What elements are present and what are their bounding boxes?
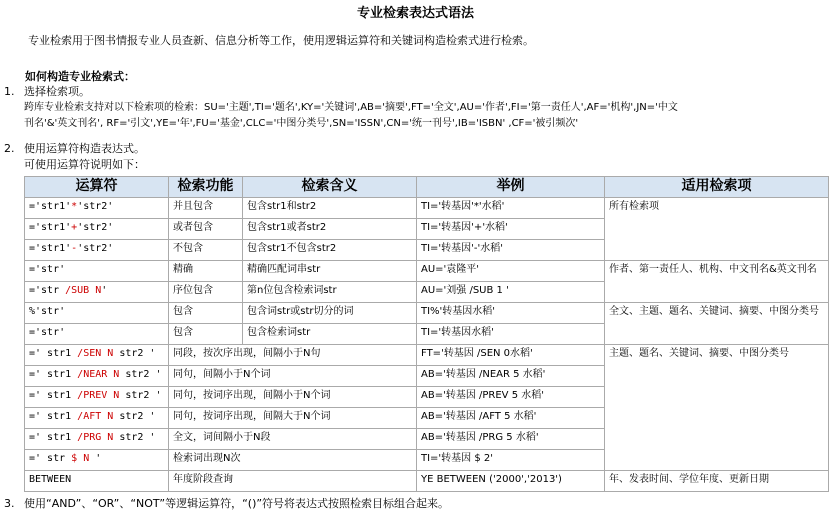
field-list-line-1: 跨库专业检索支持对以下检索项的检索：SU='主题',TI='题名',KY='关键词',AB='摘要',FT='全文',AU='作者',FI='第一责任人',AF='机构',JN='中文 bbox=[24, 102, 678, 113]
function-cell: 同段，按次序出现，间隔小于N句 bbox=[169, 345, 417, 366]
applies-cell: 作者、第一责任人、机构、中文刊名&英文刊名 bbox=[605, 261, 829, 303]
example-cell: TI='转基因 $ 2' bbox=[417, 450, 605, 471]
example-cell: TI%'转基因水稻' bbox=[417, 303, 605, 324]
function-cell: 检索词出现N次 bbox=[169, 450, 417, 471]
operator-cell: ='str' bbox=[25, 324, 169, 345]
step-number: 3. bbox=[4, 497, 15, 510]
howto-heading: 如何构造专业检索式： bbox=[25, 70, 135, 83]
operator-cell: =' str1 /PRG N str2 ' bbox=[25, 429, 169, 450]
meaning-cell: 包含检索词str bbox=[243, 324, 417, 345]
table-row bbox=[25, 303, 829, 324]
meaning-cell: 包含词str或str切分的词 bbox=[243, 303, 417, 324]
function-cell: 不包含 bbox=[169, 240, 243, 261]
header-operator: 运算符 bbox=[25, 177, 169, 198]
table-row bbox=[25, 261, 829, 282]
operator-cell: ='str1'-'str2' bbox=[25, 240, 169, 261]
header-example: 举例 bbox=[417, 177, 605, 198]
example-cell: AB='转基因 /AFT 5 水稻' bbox=[417, 408, 605, 429]
operator-cell: BETWEEN bbox=[25, 471, 169, 492]
function-cell: 并且包含 bbox=[169, 198, 243, 219]
step-text: 选择检索项。 bbox=[24, 85, 90, 98]
example-cell: TI='转基因'-'水稻' bbox=[417, 240, 605, 261]
operator-cell: %'str' bbox=[25, 303, 169, 324]
applies-cell: 年、发表时间、学位年度、更新日期 bbox=[605, 471, 829, 492]
applies-cell: 主题、题名、关键词、摘要、中图分类号 bbox=[605, 345, 829, 471]
field-list-line-2: 刊名'&'英文刊名', RF='引文',YE='年',FU='基金',CLC='中图分类号',SN='ISSN',CN='统一刊号',IB='ISBN' ,CF='被引频次' bbox=[24, 118, 579, 129]
operator-cell: ='str /SUB N' bbox=[25, 282, 169, 303]
step-text: 使用运算符构造表达式。 bbox=[24, 142, 145, 155]
step-number: 2. bbox=[4, 142, 15, 155]
operator-cell: =' str1 /SEN N str2 ' bbox=[25, 345, 169, 366]
applies-cell: 全文、主题、题名、关键词、摘要、中图分类号 bbox=[605, 303, 829, 345]
operator-cell: =' str $ N ' bbox=[25, 450, 169, 471]
operator-cell: =' str1 /AFT N str2 ' bbox=[25, 408, 169, 429]
step-1 bbox=[4, 84, 90, 99]
operator-cell: ='str1'+'str2' bbox=[25, 219, 169, 240]
meaning-cell: 第n位包含检索词str bbox=[243, 282, 417, 303]
function-cell: 同句，按词序出现，间隔大于N个词 bbox=[169, 408, 417, 429]
function-cell: 序位包含 bbox=[169, 282, 243, 303]
operator-table bbox=[24, 176, 829, 492]
example-cell: AB='转基因 /PREV 5 水稻' bbox=[417, 387, 605, 408]
function-cell: 同句，按词序出现，间隔小于N个词 bbox=[169, 387, 417, 408]
table-row bbox=[25, 198, 829, 219]
step-number: 1. bbox=[4, 85, 15, 98]
table-row bbox=[25, 471, 829, 492]
meaning-cell: 精确匹配词串str bbox=[243, 261, 417, 282]
example-cell: TI='转基因水稻' bbox=[417, 324, 605, 345]
operator-cell: ='str' bbox=[25, 261, 169, 282]
operator-cell: =' str1 /PREV N str2 ' bbox=[25, 387, 169, 408]
example-cell: TI='转基因'*'水稻' bbox=[417, 198, 605, 219]
step-2 bbox=[4, 141, 145, 156]
example-cell: AU='刘强 /SUB 1 ' bbox=[417, 282, 605, 303]
operator-cell: ='str1'*'str2' bbox=[25, 198, 169, 219]
header-applies: 适用检索项 bbox=[605, 177, 829, 198]
meaning-cell: 包含str1不包含str2 bbox=[243, 240, 417, 261]
applies-cell: 所有检索项 bbox=[605, 198, 829, 261]
header-meaning: 检索含义 bbox=[243, 177, 417, 198]
example-cell: YE BETWEEN ('2000','2013') bbox=[417, 471, 605, 492]
function-cell: 年度阶段查询 bbox=[169, 471, 417, 492]
function-cell: 精确 bbox=[169, 261, 243, 282]
meaning-cell: 包含str1或者str2 bbox=[243, 219, 417, 240]
function-cell: 或者包含 bbox=[169, 219, 243, 240]
header-function: 检索功能 bbox=[169, 177, 243, 198]
page-title: 专业检索表达式语法 bbox=[356, 6, 474, 21]
step-text: 使用“AND”、“OR”、“NOT”等逻辑运算符，“()”符号将表达式按照检索目标组合起来。 bbox=[24, 497, 450, 510]
example-cell: AB='转基因 /NEAR 5 水稻' bbox=[417, 366, 605, 387]
function-cell: 包含 bbox=[169, 303, 243, 324]
meaning-cell: 包含str1和str2 bbox=[243, 198, 417, 219]
example-cell: AB='转基因 /PRG 5 水稻' bbox=[417, 429, 605, 450]
table-header-row bbox=[25, 177, 829, 198]
intro-text: 专业检索用于图书情报专业人员查新、信息分析等工作，使用逻辑运算符和关键词构造检索式进行检索。 bbox=[28, 34, 534, 47]
function-cell: 包含 bbox=[169, 324, 243, 345]
function-cell: 全文，词间隔小于N段 bbox=[169, 429, 417, 450]
table-row bbox=[25, 345, 829, 366]
function-cell: 同句，间隔小于N个词 bbox=[169, 366, 417, 387]
example-cell: AU='袁隆平' bbox=[417, 261, 605, 282]
operator-intro: 可使用运算符说明如下： bbox=[24, 158, 145, 171]
example-cell: FT='转基因 /SEN 0水稻' bbox=[417, 345, 605, 366]
example-cell: TI='转基因'+'水稻' bbox=[417, 219, 605, 240]
step-3 bbox=[4, 496, 449, 511]
operator-cell: =' str1 /NEAR N str2 ' bbox=[25, 366, 169, 387]
